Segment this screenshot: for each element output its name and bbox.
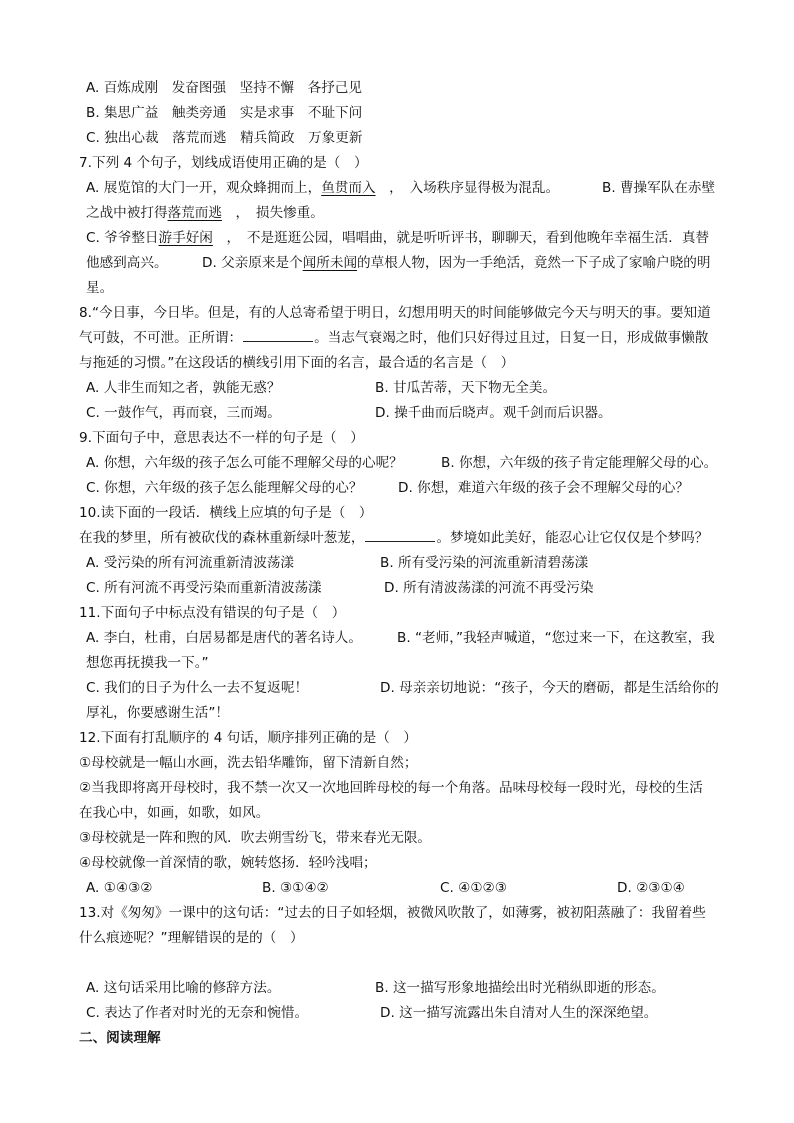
q11-option-a: A. 李白，杜甫，白居易都是唐代的著名诗人。 — [86, 630, 362, 646]
text-line — [0, 876, 794, 901]
text-line — [0, 776, 794, 801]
text-line — [0, 851, 794, 876]
q11-option-b-line1: B. “老师，”我轻声喊道，“您过来一下，在这教室，我 — [397, 630, 715, 646]
section-heading: 二、阅读理解 — [79, 1030, 161, 1046]
text-line — [0, 626, 794, 651]
q9-option-c: C. 你想，六年级的孩子怎么能理解父母的心？ — [86, 480, 363, 496]
text-line — [0, 276, 794, 301]
q12-option-d: D. ②③①④ — [617, 880, 685, 896]
text-line — [0, 926, 794, 951]
q8-option-d: D. 操千曲而后晓声。观千剑而后识器。 — [375, 405, 612, 421]
text-line — [0, 426, 794, 451]
q12-sentence-2-line1: ②当我即将离开母校时，我不禁一次又一次地回眸母校的每一个角落。品味母校每一段时光，母校的生活 — [79, 780, 703, 796]
q7-option-a-before: A. 展览馆的大门一开，观众蜂拥而上， — [86, 180, 322, 196]
q8-stem-line2-after: 。当志气衰竭之时，他们只好得过且过，日复一日，形成做事懒散 — [314, 330, 709, 346]
text-line — [0, 576, 794, 601]
text-line — [0, 451, 794, 476]
q10-passage-after: 。梦境如此美好，能忍心让它仅仅是个梦吗？ — [436, 530, 709, 546]
q7-option-c-before: C. 爷爷整日 — [86, 230, 159, 246]
q8-stem-line2 — [79, 326, 708, 351]
q7-stem: 7.下列 4 个句子，划线成语使用正确的是（ ） — [79, 155, 368, 171]
q13-stem-line1: 13.对《匆匆》一课中的这句话：“过去的日子如轻烟，被微风吹散了，如薄雾，被初阳蒸融了：我留着些 — [79, 905, 706, 921]
q7-option-d-line2: 星。 — [86, 280, 114, 296]
q10-stem: 10.读下面的一段话．横线上应填的句子是（ ） — [79, 505, 373, 521]
q7-option-b-before: 之战中被打得 — [86, 205, 168, 221]
q6-option-c: C. 独出心裁 落荒而逃 精兵简政 万象更新 — [86, 130, 363, 146]
q9-option-b: B. 你想，六年级的孩子肯定能理解父母的心。 — [441, 455, 718, 471]
q7-option-c-after: ， 不是逛逛公园，唱唱曲，就是听听评书，聊聊天，看到他晚年幸福生活．真替 — [212, 230, 710, 246]
q11-option-d-line2: 厚礼，你要感谢生活”！ — [86, 705, 229, 721]
q7-option-b-line1: B. 曹操军队在赤壁 — [602, 180, 716, 196]
q6-option-b: B. 集思广益 触类旁通 实是求事 不耻下问 — [86, 105, 363, 121]
q13-option-c: C. 表达了作者对时光的无奈和惋惜。 — [86, 1005, 309, 1021]
q6-option-a: A. 百炼成刚 发奋图强 坚持不懈 各抒己见 — [86, 80, 362, 96]
text-line — [0, 676, 794, 701]
q10-option-a: A. 受污染的所有河流重新清波荡漾 — [86, 555, 295, 571]
text-line — [0, 176, 794, 201]
q12-option-c: C. ④①②③ — [440, 880, 507, 896]
q7-option-b-after: ， 损失惨重。 — [221, 205, 324, 221]
q9-option-d: D. 你想，难道六年级的孩子会不理解父母的心？ — [398, 480, 689, 496]
question-list — [0, 76, 794, 1051]
answer-blank — [365, 529, 435, 542]
text-line — [0, 801, 794, 826]
text-line — [0, 101, 794, 126]
text-line — [0, 326, 794, 351]
q12-option-a: A. ①④③② — [86, 880, 153, 896]
q11-option-b-line2: 想您再抚摸我一下。” — [86, 655, 209, 671]
q8-option-a: A. 人非生而知之者，孰能无惑？ — [86, 380, 281, 396]
q7-option-d-after: 的草根人物，因为一手绝活，竟然一下子成了家喻户晓的明 — [357, 255, 711, 271]
q13-option-a: A. 这句话采用比喻的修辞方法。 — [86, 980, 281, 996]
q7-option-d-idiom: 闻所未闻 — [302, 255, 358, 271]
q12-sentence-3: ③母校就是一阵和煦的风．吹去朔雪纷飞，带来春光无限。 — [79, 830, 432, 846]
text-line — [0, 76, 794, 101]
q8-stem-line2-before: 气可鼓，不可泄。正所谓： — [79, 330, 243, 346]
q10-passage-before: 在我的梦里，所有被砍伐的森林重新绿叶葱茏， — [79, 530, 365, 546]
text-line — [0, 201, 794, 226]
text-line — [0, 1001, 794, 1026]
text-line — [0, 351, 794, 376]
text-line — [0, 976, 794, 1001]
q10-passage — [79, 526, 708, 551]
q7-option-d — [202, 251, 710, 276]
text-line — [0, 726, 794, 751]
text-line — [0, 401, 794, 426]
q11-stem: 11.下面句子中标点没有错误的句子是（ ） — [79, 605, 346, 621]
q7-option-a-idiom: 鱼贯而入 — [321, 180, 376, 196]
text-line — [0, 701, 794, 726]
q12-sentence-2-line2: 在我心中，如画，如歌，如风。 — [79, 805, 270, 821]
text-line — [0, 751, 794, 776]
text-line — [0, 651, 794, 676]
answer-blank — [243, 329, 313, 342]
q11-option-c: C. 我们的日子为什么一去不复返呢！ — [86, 680, 309, 696]
text-line — [0, 826, 794, 851]
text-line — [0, 151, 794, 176]
q11-option-d-line1: D. 母亲亲切地说：“孩子，今天的磨砺，都是生活给你的 — [380, 680, 719, 696]
q7-option-b-line2 — [86, 201, 324, 226]
q9-option-a: A. 你想，六年级的孩子怎么可能不理解父母的心呢？ — [86, 455, 403, 471]
text-line — [0, 901, 794, 926]
text-line — [0, 226, 794, 251]
text-line — [0, 551, 794, 576]
text-line — [0, 601, 794, 626]
q7-option-c — [86, 226, 709, 251]
q12-sentence-1: ①母校就是一幅山水画，洗去铅华雕饰，留下清新自然； — [79, 755, 418, 771]
text-line — [0, 126, 794, 151]
blank-line — [0, 951, 794, 976]
q7-option-c-idiom: 游手好闲 — [158, 230, 213, 246]
q7-option-d-before: D. 父亲原来是个 — [202, 255, 303, 271]
q10-option-b: B. 所有受污染的河流重新清碧荡漾 — [380, 555, 589, 571]
text-line — [0, 526, 794, 551]
q8-stem-line1: 8.“今日事，今日毕。但是，有的人总寄希望于明日，幻想用明天的时间能够做完今天与明天的事。要知道 — [79, 305, 711, 321]
text-line — [0, 501, 794, 526]
q9-stem: 9.下面句子中，意思表达不一样的句子是（ ） — [79, 430, 364, 446]
q8-option-c: C. 一鼓作气，再而衰，三而竭。 — [86, 405, 281, 421]
q8-stem-line3: 与拖延的习惯。”在这段话的横线引用下面的名言，最合适的名言是（ ） — [79, 355, 515, 371]
q12-stem: 12.下面有打乱顺序的 4 句话，顺序排列正确的是（ ） — [79, 730, 417, 746]
q13-option-d: D. 这一描写流露出朱自清对人生的深深绝望。 — [380, 1005, 658, 1021]
q12-option-b: B. ③①④② — [262, 880, 329, 896]
q7-option-b-idiom: 落荒而逃 — [167, 205, 222, 221]
q10-option-c: C. 所有河流不再受污染而重新清波荡漾 — [86, 580, 322, 596]
text-line — [0, 376, 794, 401]
q7-option-a — [86, 176, 559, 201]
text-line — [0, 301, 794, 326]
q13-option-b: B. 这一描写形象地描绘出时光稍纵即逝的形态。 — [375, 980, 665, 996]
q7-option-a-after: ， 入场秩序显得极为混乱。 — [375, 180, 560, 196]
text-line — [0, 251, 794, 276]
q12-sentence-4: ④母校就像一首深情的歌，婉转悠扬．轻吟浅唱； — [79, 855, 377, 871]
q7-option-c-line2: 他感到高兴。 — [86, 255, 168, 271]
q8-option-b: B. 甘瓜苦蒂，天下物无全美。 — [375, 380, 557, 396]
q10-option-d: D. 所有清波荡漾的河流不再受污染 — [384, 580, 594, 596]
text-line — [0, 1026, 794, 1051]
text-line — [0, 476, 794, 501]
q13-stem-line2: 什么痕迹呢？”理解错误的是的（ ） — [79, 930, 304, 946]
